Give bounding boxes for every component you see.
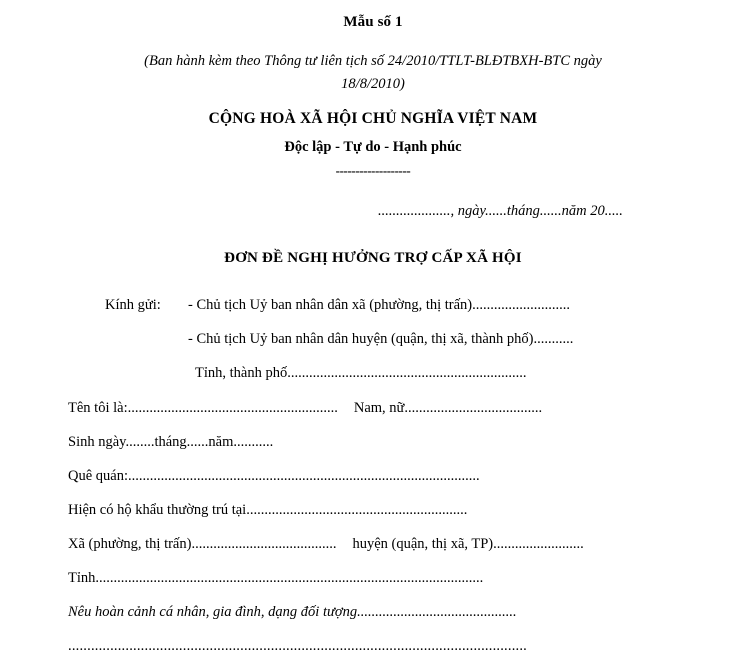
field-blank-dotted-line: ........................................................................................................................ <box>68 638 527 654</box>
field-label-gender: Nam, nữ...................................... <box>353 400 543 416</box>
national-title: CỘNG HOÀ XÃ HỘI CHỦ NGHĨA VIỆT NAM <box>208 110 538 127</box>
issuing-reference-line-1: (Ban hành kèm theo Thông tư liên tịch số 24/2010/TTLT-BLĐTBXH-BTC ngày <box>144 53 602 69</box>
field-row-permanent-residence <box>68 502 668 536</box>
issuing-reference-line-2: 18/8/2010) <box>341 76 405 92</box>
field-label-permanent-residence: Hiện có hộ khẩu thường trú tại............................................................. <box>68 502 468 518</box>
applicant-fields <box>68 400 668 672</box>
field-row-blank <box>68 638 668 672</box>
field-row-hometown <box>68 468 668 502</box>
recipient-row <box>68 331 668 365</box>
recipient-province-line: Tỉnh, thành phố.................................................................. <box>195 365 527 381</box>
motto-separator-rule: ------------------- <box>335 163 411 178</box>
page-title: ĐƠN ĐỀ NGHỊ HƯỞNG TRỢ CẤP XÃ HỘI <box>224 250 522 266</box>
recipient-label: Kính gửi: <box>105 297 161 313</box>
field-row-date-of-birth <box>68 434 668 468</box>
field-label-full-name: Tên tôi là:.......................................................... <box>68 400 338 416</box>
place-and-date-line: ...................., ngày......tháng......năm 20..... <box>378 203 623 219</box>
form-code: Mẫu số 1 <box>343 14 403 30</box>
recipient-row <box>68 297 668 331</box>
field-label-district: huyện (quận, thị xã, TP)......................... <box>352 536 584 552</box>
recipient-block <box>68 297 668 399</box>
field-row-province <box>68 570 668 604</box>
national-motto: Độc lập - Tự do - Hạnh phúc <box>284 139 462 155</box>
field-row-name-gender <box>68 400 668 434</box>
recipient-commune-line: - Chủ tịch Uỷ ban nhân dân xã (phường, thị trấn)........................... <box>188 297 570 313</box>
issuing-reference <box>113 50 633 96</box>
field-label-hometown: Quê quán:................................................................................................. <box>68 468 480 484</box>
field-label-province: Tỉnh........................................................................................................... <box>68 570 484 586</box>
field-row-circumstance <box>68 604 668 638</box>
field-label-date-of-birth: Sinh ngày........tháng......năm........... <box>68 434 274 450</box>
field-row-commune-district <box>68 536 668 570</box>
recipient-district-line: - Chủ tịch Uỷ ban nhân dân huyện (quận, thị xã, thành phố)........... <box>188 331 574 347</box>
field-label-commune: Xã (phường, thị trấn)........................................ <box>68 536 337 552</box>
field-label-circumstance: Nêu hoàn cảnh cá nhân, gia đình, dạng đối tượng............................................ <box>68 604 517 620</box>
recipient-row <box>68 365 668 399</box>
